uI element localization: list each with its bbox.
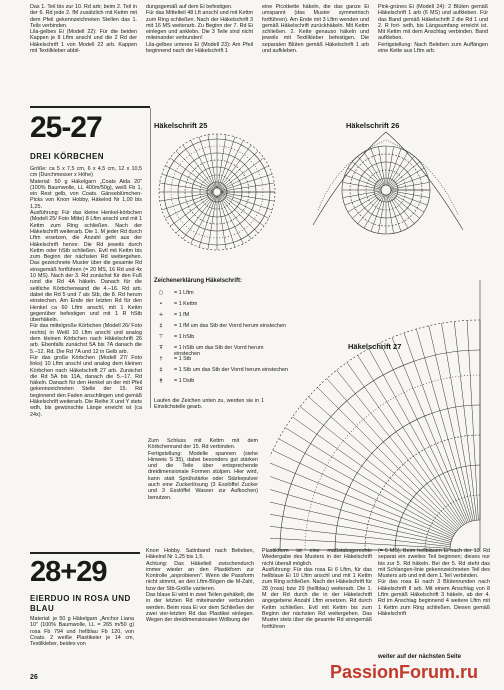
legend-symbol: † — [159, 356, 163, 362]
watermark: PassionForum.ru — [330, 662, 479, 682]
legend-symbol: ⊤ — [158, 334, 164, 340]
section-rule-2 — [30, 552, 140, 554]
column-rule — [150, 108, 151, 408]
top-text-col-1: Das 1. Teil bis zur 10. Rd arb; beim 2. Teil in der 6. Rd jede 2. fM zusätzlich mit Kettm mit dem Pfeil gekennzeichneten Stellen das 1. Teils verbinden. Lila-gelbes Ei (Modell 22): Für die beiden Kappen je 8 Lftm anschl und die 2 Rd der Häkelschrift 1 von Modell 22 arb. Kappen mit Textilkleber abbil- — [30, 4, 137, 55]
section2-col-3: Plastikform ist eine maßstabsgerechte Wiedergabe des Musters in der Häkelschrift nicht überall möglich. Ausführung: Für das rosa Ei 6 Lftm, für das hellblaue Ei 10 Lftm anschl und mit 1 Kettm zum Ring schließen. Nach der Häkelschrift für 28 (rosa) bzw 29 (hellblau) weiterarb. Die 1. M der Rd durch die in der Häkelschrift angegebene Anzahl Lftm ersetzen. Rd durch Kettm schließen. Evtl mit Kettm bis zum Beginn der nächsten Rd weitergehen. Das Muster stets über die gesamte Rd sinngemäß fortführen — [262, 548, 372, 630]
diagram-label-25: Häkelschrift 25 — [154, 121, 208, 130]
legend-text: = 1 Stb um das Stb der Vorrd herum einstechen — [174, 367, 289, 373]
crochet-diagram-27 — [270, 270, 490, 560]
continue-note: weiter auf der nächsten Seite — [378, 654, 462, 660]
legend-text: = 1 Kettm — [174, 301, 198, 307]
diagram-label-26: Häkelschrift 26 — [346, 121, 400, 130]
legend-text: = 1 Lftm — [174, 290, 194, 296]
legend-text: = 1 Stb — [174, 356, 192, 362]
legend-symbol: ○ — [158, 290, 164, 296]
legend-text: = 1 fM um das Stb der Vorrd herum einstechen — [174, 323, 286, 329]
section-rule-1 — [30, 106, 150, 108]
legend-item — [154, 301, 289, 307]
legend-item — [154, 378, 289, 384]
legend-item — [154, 334, 289, 340]
legend-symbol: Ŧ — [159, 345, 163, 351]
legend-text: = 1 Dstb — [174, 378, 195, 384]
legend-symbol: ‡ — [159, 323, 163, 329]
legend-symbol: ǂ — [159, 378, 163, 384]
finishing-text: Zum Schluss mit Kettm mit dem Körbchenrand der 15. Rd verbinden. Fertigstellung: Modelle spannen (siehe Hinweis S 35), dabei besonders gut stärken und die Teile über entsprechende dreidimensionale Formen stülpen. Hier wird, kann statt Sprühstärke oder Stärkepulver auch eine Zuckerlösung (3 Esslöffel Zucker und 3 Esslöffel Wasser zur Aufkochen) benutzen. — [148, 438, 258, 501]
section1-body-text: Größe: ca 5 x 7,5 cm, 6 x 4,5 cm, 12 x 10,5 cm (Durchmesser x Höhe) Material: 50 g Häkelgarn „Coats Aida 20" (100% Baumwolle, LL 400m/50g), weiß Fb 1, ein Rest gelb, von Coats. Gänseblümchen-Picks von Knorr Hobby, Häkelnd Nr 1,00 bis 1,25. Ausführung: Für das kleine Henkel-körbchen (Modell 25/ Foto Mitte) 8 Lftm anschl und mit 1 Kettm zum Ring schließen. Nach der Häkelschrift weiterarb. Die 1. M jeder Rd durch Lftm ersetzen, die Anzahl geht aus der Häkelschrift hervor. Die Rd jeweils durch Kettm oder hStb schließen. Evtl mit Kettm bis zum Beginn der nächsten Rd weitergehen. Das gezeichnete Muster über die gesamte Rd einsgemäß fortführen (= 20 MS, 16 Rd und 4x 10 MS). Nach der 3. Rd zunächst für den Fuß rund die Rd 4A häkeln. Danach für die seitliche Körbchenwand die 4.–16. Rd arb. dabei die Rd 5 und 7 als Stb, die 8. Rd herum einstechen. Am Ende der letzten Rd für den Henkel ca 60 Lftm anschl, mit 1 Kettm gegenüber befestigen und mit 1 R hStb überhäkeln. Für das mittelgroße Körbchen (Modell 26/ Foto rechts) in Weiß 10 Lftm anschl und analog dem kleinen Körbchen nach Häkelschrift 26 arb. Ebenfalls zunächst 5A bis 7A danach die 5.–12. Rd. Die Rd 7A und 12 in Gelb arb. Für das große Körbchen (Modell 27/ Foto links) 10 Lftm anschl und analog dem kleinen Körbchen nach Häkelschrift 27 arb. Zunächst die Rd 5A bis 11A, danach die 5.–17. Rd häkeln. Danach für den Henkel an der mit Pfeil gekennzeichneten Stelle der 15. Rd beginnend den Faden anschlingen und gemäß Häkelschrift weiterarb. Die Reihe X und Y stets wdh, bis gewünschte Länge erreicht ist (ca 24x). — [30, 166, 142, 418]
section-subtitle-eierduo: EIERDUO IN ROSA UND BLAU — [30, 594, 131, 613]
top-text-col-4: Pink-grünes Ei (Modell 24): 2 Blüten gemäß Häkelschrift 1 arb (6 MS) und aufkleben. Für das Band gemäß Häkelschrift 2 die Rd 1 und 2. R fort- wdh, bis Längsumfang erreicht ist. Mit Kettm mit dem Anschlag verbinden. Band aufkleben. Fertigstellung: Nach Beleben zum Auffängen eine Kette aus Lftm arb. — [378, 4, 488, 55]
diagram-label-27: Häkelschrift 27 — [348, 342, 402, 351]
legend-text: = 1 hStb um das Stb der Vorrd herum einstechen — [174, 345, 264, 357]
top-text-col-3: eine Picotkette häkeln, die das ganze Ei umspannt (das Muster symmetrisch fortführen). Am Ende mit 3 Lftm wenden und gemäß Häkelschrift zurückhäkeln. Mit Kettm schließen. 2. Kette genauso häkeln und jeweils mit Textilkleber befestigen. Die separaten Blüten gemäß Häkelschrift 1 arb und aufkleben. — [262, 4, 369, 55]
section2-col-2: Knorr Hobby. Satinband nach Belieben, Häkelnd Nr 1,25 bis 1,5. Achtung: Das Häkelteil zwischendurch immer wieder an den Plastikform zur Kontrolle „anprobieren". Wenn die Passform nicht stimmt, an den Lftm-Bögen die M-Zahl, bzw der Stb-Größe variieren. Das blaue Ei wird in zwei Teilen gehäkelt, die in der letzten Rd miteinander verbunden werden. Beim rosa Ei vor dem Schließen der zwei vier-letzten Rd das Plastikei einlegen. Wegen der dreidimensionalen Wölbung der — [146, 548, 254, 624]
legend-text: = 1 hStb — [174, 334, 195, 340]
section-subtitle-korbchen: DREI KÖRBCHEN — [30, 152, 105, 161]
section2-col-4: (= 6 MS). Beim hellblauen Ei nach der 13. Rd separat ein zweites Teil beginnen; dieses nur bis zur 5. Rd häkeln. Bei der 5. Rd steht das mit Schlangen-linie gekennzeichneten Teil des Musters arb und mit dem 1.Teil verbinden. Für das rosa Ei nach 3 Blütenrunden nach Häkelschrift II arb. Mit einem Anschlag von 8 Lftm gemäß Häkelschrift 3 häkeln, ab der 4. Rd im Anschlag beginnend 4 weitere Lftm mit 1 Kettm zum Ring schließen. Diesen gemäß Häkelschrift — [378, 548, 490, 617]
legend-symbol: ‡ — [159, 367, 163, 373]
crochet-diagram-26 — [298, 130, 468, 260]
page-number: 26 — [30, 674, 38, 681]
section2-col-1: Material: je 50 g Häkelgarn „Anchor Liana 10" (100% Baumwolle, LL = 265 m/50 g) rosa Fb 794 und hellblau Fb 120, von Coats. 2 weiße Plastikeier je 14 cm, Textilkleber, beides von — [30, 616, 134, 648]
legend-text: = 1 fM — [174, 312, 190, 318]
legend-symbol: • — [159, 301, 163, 307]
top-text-col-2: dungsgemäß auf dem Ei befestigen. Für das Mittelteil 48 Lft anschl und mit Kettm zum Ring schließen. Nach der Häkelschrift 3 mit 16 MS weiterarb. Zu Beginn der 7. Rd Ei einlegen und anklebn. Die 3 Teile sind nicht miteinander verbunden! Lila-gelbes unteres Ei (Modell 23): Am Pfeil beginnend nach der Häkelschrift 1 — [146, 4, 253, 55]
legend-item — [154, 367, 289, 373]
legend-footnote: Laufen die Zeichen unten zu, werden sie in 1 Einstichstelle gearb. — [154, 398, 264, 411]
legend-item — [154, 323, 289, 329]
crochet-diagram-25 — [155, 130, 280, 255]
section-number-25-27: 25-27 — [30, 111, 102, 144]
section-number-28-29: 28+29 — [30, 556, 107, 588]
legend-item — [154, 312, 289, 318]
legend-title: Zeichenerklärung Häkelschrift: — [154, 278, 243, 284]
legend-item — [154, 356, 289, 362]
legend-item — [154, 290, 289, 296]
legend-symbol: + — [158, 312, 164, 318]
